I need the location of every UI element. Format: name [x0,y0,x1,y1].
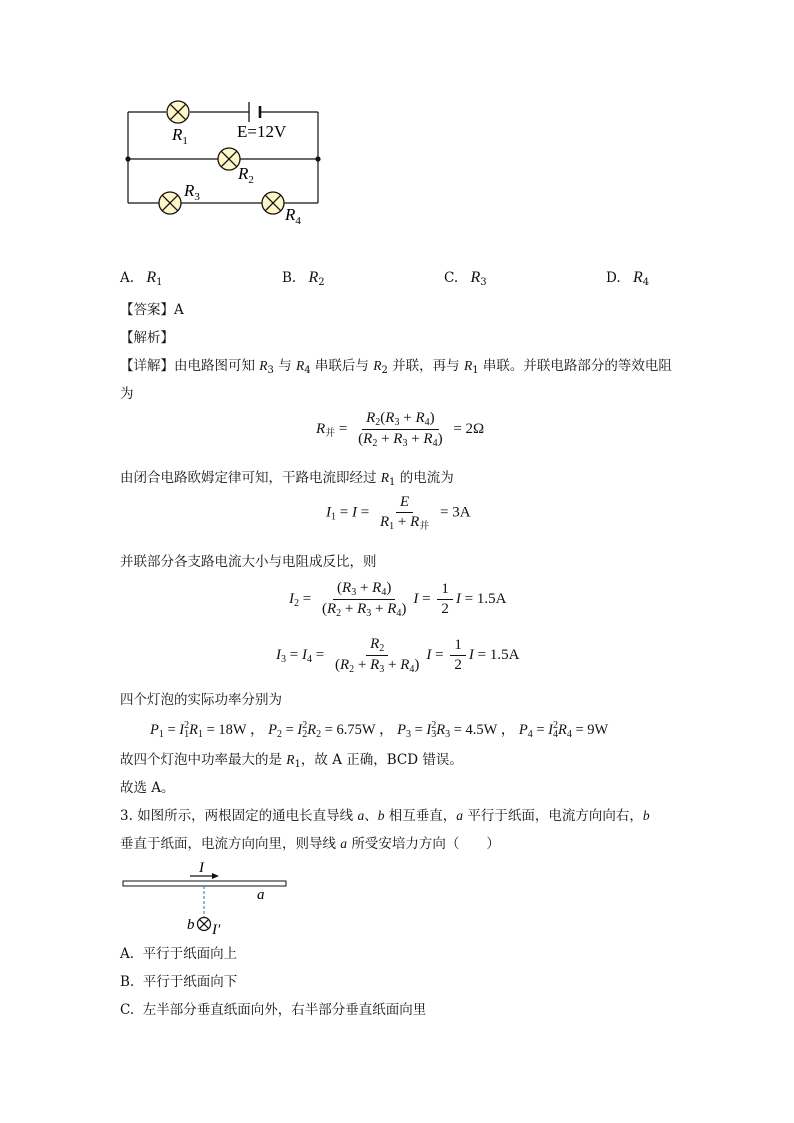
option-var: R [632,269,643,286]
wire-label-b: b [187,917,195,933]
option-d[interactable] [606,268,649,293]
q3-option-c[interactable]: C. 左半部分垂直纸面向外，右半部分垂直纸面向里 [120,1002,427,1018]
option-a[interactable] [120,268,163,293]
answer-line [120,300,184,320]
label-r1: $R_1$ [172,125,188,147]
label-r3: $R_3$ [184,181,200,203]
detail-label: 【详解】 [120,358,174,374]
wire-diagram [115,858,305,938]
battery-symbol [249,102,260,122]
power-line: $P_1 = I^2_1R_1 = 18W$ ， $P_2 = I^2_2R_2 = 6.75W$ ， $P_3 = I^2_3R_3 = 4.5W$ ， $P_4 = I^2_4R_4 = 9W$ [150,720,609,740]
answer-value: A [174,302,184,318]
detail-line-1-cont: 为 [120,386,134,402]
label-emf: E=12V [237,122,287,141]
label-r2: $R_2$ [238,164,254,186]
q3-option-b[interactable]: B. 平行于纸面向下 [120,974,238,990]
detail-line-3: 并联部分各支路电流大小与电阻成反比，则 [120,554,377,570]
bulb-r1 [167,101,189,123]
option-letter: A. [120,270,135,286]
q3-option-a[interactable]: A. 平行于纸面向上 [120,946,238,962]
wire-b-into-page-icon [198,918,211,931]
bulb-r2 [218,148,240,170]
wire-label-a: a [257,887,265,903]
detail-line-5: 故四个灯泡中功率最大的是 $R_1$，故 A 正确，BCD 错误。 [120,752,463,770]
option-sub: 1 [156,277,163,288]
option-c[interactable] [444,268,487,293]
option-var: R [308,269,319,286]
junction-dot-left [125,156,130,161]
current-label-a: I [199,860,204,876]
detail-line-1: 【详解】由电路图可知 $R_3$ 与 $R_4$ 串联后与 $R_2$ 并联，再与 $R_1$ 串联。并联电路部分的等效电阻 [120,358,672,376]
label-r4: $R_4$ [285,205,301,227]
wire-a [123,881,286,886]
option-var: R [470,269,481,286]
detail-line-4: 四个灯泡的实际功率分别为 [120,692,282,708]
bulb-r4 [262,192,284,214]
q3-stem-line-1: 3. 如图所示，两根固定的通电长直导线 a、b 相互垂直，a 平行于纸面，电流方向向右，b [120,808,650,824]
circuit-diagram [110,90,340,230]
answer-label: 【答案】 [120,302,174,318]
option-sub: 3 [480,277,487,288]
analysis-label: 【解析】 [120,330,174,346]
question-number: 3. [120,808,133,824]
bulb-r3 [159,192,181,214]
option-letter: D. [606,270,621,286]
detail-line-2: 由闭合电路欧姆定律可知，干路电流即经过 $R_1$ 的电流为 [120,470,454,488]
option-sub: 2 [318,277,325,288]
q3-stem-line-2: 垂直于纸面，电流方向向里，则导线 a 所受安培力方向（ ） [120,836,500,852]
option-sub: 4 [642,277,650,288]
equation-current: $I_1 = I$ = $\frac{E}{R_1 + R_并}$ = 3A [326,494,471,532]
current-label-b: I′ [212,922,221,938]
option-letter: C. [444,270,459,286]
option-var: R [146,269,157,286]
detail-line-6: 故选 A。 [120,780,175,796]
option-b[interactable] [282,268,325,293]
equation-r-parallel: $R_并$ = $\frac{R_2(R_3 + R_4)}{(R_2 + R_3 + R_4)}$ = 2Ω [316,410,485,449]
option-letter: B. [282,270,297,286]
equation-i3-i4: $I_3 = I_4$ = $\frac{R_2}{(R_2 + R_3 + R_4)}$ I = $\frac{1}{2}$ I = 1.5A [276,636,520,675]
equation-i2: $I_2$ = $\frac{(R_3 + R_4)}{(R_2 + R_3 + R_4)}$ I = $\frac{1}{2}$ I = 1.5A [289,580,507,619]
arrow-head-icon [212,873,219,879]
junction-dot-right [315,156,320,161]
